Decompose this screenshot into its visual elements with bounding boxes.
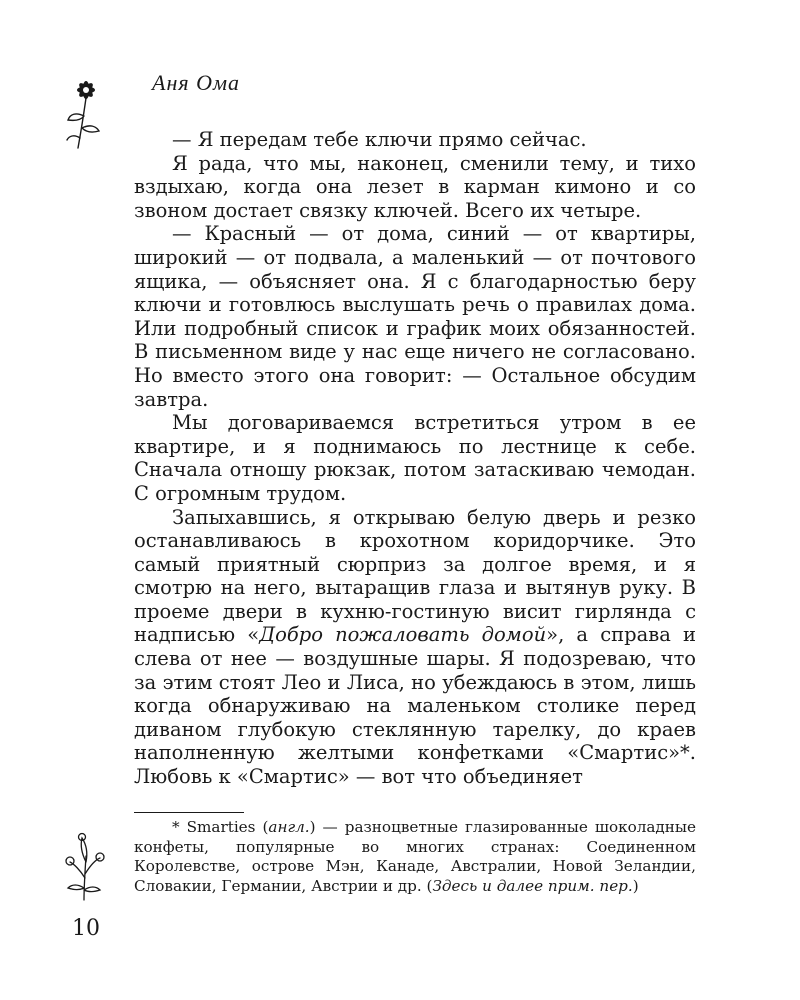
footnote-lang: англ. — [268, 818, 310, 836]
footnote — [134, 818, 696, 896]
paragraph-5-before: Запыхавшись, я открываю белую дверь и резко останавливаюсь в крохотном коридорчике. Это самый приятный сюрприз за долгое время, и я смотрю на него, вытаращив глаза и вытянув руку. В проеме двери в кухню-гостиную висит гирлянда с надписью « — [134, 505, 696, 647]
paragraph-2: Я рада, что мы, наконец, сменили тему, и тихо вздыхаю, когда она лезет в карман кимоно и со звоном достает связку ключей. Всего их четыре. — [134, 151, 696, 222]
page-number: 10 — [72, 916, 100, 941]
paragraph-5-after: », а справа и слева от нее — воздушные шары. Я подозреваю, что за этим стоят Лео и Лиса, но убеждаюсь в этом, лишь когда обнаруживаю на маленьком столике перед диваном глубокую стеклянную тарелку, до краев наполненную желтыми конфетками «Смартис»*. Любовь к «Смартис» — вот что объединяет — [134, 623, 696, 789]
paragraph-3: — Красный — от дома, синий — от квартиры, широкий — от подвала, а маленький — от почтового ящика, — объясняет она. Я с благодарностью беру ключи и готовлюсь выслушать речь о правилах дома. Или подробный список и график моих обязанностей. В письменном виде у нас еще ничего не согласовано. Но вместо этого она говорит: — Остальное обсудим завтра. — [134, 222, 696, 411]
footnote-close: ) — [632, 876, 639, 895]
body-text — [134, 128, 696, 789]
footnote-rule — [134, 812, 244, 813]
running-head: Аня Ома — [152, 70, 241, 95]
footnote-note: Здесь и далее прим. пер. — [432, 876, 633, 895]
flower-sprig-icon — [62, 828, 108, 902]
flower-icon — [62, 76, 108, 150]
paragraph-4: Мы договариваемся встретиться утром в ее квартире, и я поднимаюсь по лестнице к себе. Сначала отношу рюкзак, потом затаскиваю чемодан. С огромным трудом. — [134, 411, 696, 505]
footnote-text: ) — разноцветные глазированные шоколадные конфеты, популярные во многих странах: Соединенном Королевстве, острове Мэн, Канаде, Австралии, Новой Зеландии, Словакии, Германии, Австрии и др. ( — [134, 818, 696, 895]
paragraph-1: — Я передам тебе ключи прямо сейчас. — [172, 128, 587, 151]
paragraph-5 — [134, 506, 696, 789]
banner-text: Добро пожаловать домой — [259, 623, 547, 647]
footnote-mark: * Smarties ( — [172, 818, 269, 836]
